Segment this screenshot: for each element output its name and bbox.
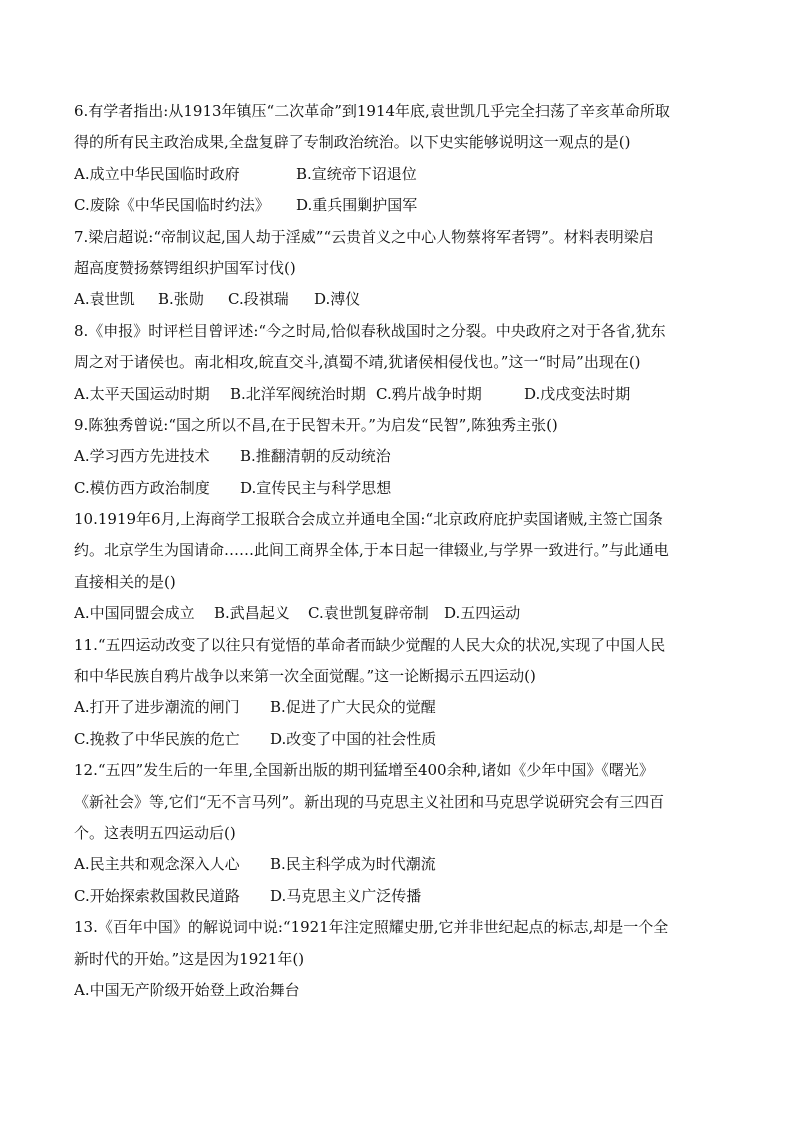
question-stem-line: 超高度赞扬蔡锷组织护国军讨伐(): [74, 258, 296, 277]
question-6: [74, 96, 724, 222]
option-row: [74, 975, 724, 1006]
question-7: [74, 222, 724, 316]
option-b: B.北洋军阀统治时期: [230, 384, 366, 403]
question-11: [74, 630, 724, 756]
option-d: D.马克思主义广泛传播: [270, 886, 422, 905]
question-10: [74, 504, 724, 630]
option-row: [74, 190, 724, 221]
exam-page: [74, 96, 724, 1006]
question-9: [74, 410, 724, 504]
question-12: [74, 755, 724, 912]
option-row: [74, 692, 724, 723]
question-stem-line: 周之对于诸侯也。南北相攻,皖直交斗,滇蜀不靖,犹诸侯相侵伐也。”这一“时局”出现在(): [74, 353, 641, 372]
question-stem-line: 新时代的开始。”这是因为1921年(): [74, 949, 305, 968]
option-c: C.鸦片战争时期: [376, 384, 482, 403]
option-d: D.溥仪: [314, 290, 361, 309]
option-c: C.模仿西方政治制度: [74, 478, 210, 497]
option-c: C.废除《中华民国临时约法》: [74, 196, 270, 215]
question-stem-line: 9.陈独秀曾说:“国之所以不昌,在于民智未开。”为启发“民智”,陈独秀主张(): [74, 415, 558, 434]
question-stem-line: 《新社会》等,它们“无不言马列”。新出现的马克思主义社团和马克思学说研究会有三四百: [74, 792, 665, 811]
option-row: [74, 724, 724, 755]
option-d: D.宣传民主与科学思想: [240, 478, 392, 497]
question-stem-line: 12.“五四”发生后的一年里,全国新出版的期刊猛增至400余种,诸如《少年中国》《曙光》: [74, 761, 654, 780]
option-row: [74, 881, 724, 912]
question-stem-line: 7.梁启超说:“帝制议起,国人劫于淫威”“云贵首义之中心人物蔡将军者锷”。材料表明梁启: [74, 227, 654, 246]
option-d: D.重兵围剿护国军: [296, 196, 418, 215]
option-a: A.民主共和观念深入人心: [74, 855, 240, 874]
question-stem-line: 13.《百年中国》的解说词中说:“1921年注定照耀史册,它并非世纪起点的标志,却是一个全: [74, 918, 669, 937]
question-stem-line: 6.有学者指出:从1913年镇压“二次革命”到1914年底,袁世凯几乎完全扫荡了辛亥革命所取: [74, 102, 670, 120]
option-a: A.袁世凯: [74, 290, 135, 309]
option-row: [74, 598, 724, 629]
option-b: B.推翻清朝的反动统治: [240, 447, 391, 466]
option-a: A.成立中华民国临时政府: [74, 164, 240, 183]
option-b: B.张勋: [158, 290, 204, 309]
option-a: A.太平天国运动时期: [74, 384, 210, 403]
option-c: C.开始探索救国救民道路: [74, 886, 240, 905]
option-d: D.五四运动: [444, 604, 521, 623]
question-stem-line: 约。北京学生为国请命……此间工商界全体,于本日起一律辍业,与学界一致进行。”与此通电: [74, 541, 669, 560]
option-b: B.促进了广大民众的觉醒: [270, 698, 436, 717]
question-stem-line: 10.1919年6月,上海商学工报联合会成立并通电全国:“北京政府庇护卖国诸贼,主签亡国条: [74, 510, 663, 529]
question-stem-line: 个。这表明五四运动后(): [74, 823, 236, 842]
option-row: [74, 441, 724, 472]
option-a: A.学习西方先进技术: [74, 447, 210, 466]
option-row: [74, 284, 724, 315]
question-stem-line: 11.“五四运动改变了以往只有觉悟的革命者而缺少觉醒的人民大众的状况,实现了中国人民: [74, 635, 666, 654]
question-stem-line: 得的所有民主政治成果,全盘复辟了专制政治统治。以下史实能够说明这一观点的是(): [74, 133, 631, 152]
option-row: [74, 473, 724, 504]
option-row: [74, 159, 724, 190]
question-stem-line: 和中华民族自鸦片战争以来第一次全面觉醒。”这一论断揭示五四运动(): [74, 667, 536, 686]
option-row: [74, 379, 724, 410]
option-d: D.戊戌变法时期: [524, 384, 631, 403]
option-d: D.改变了中国的社会性质: [270, 729, 437, 748]
question-13: [74, 912, 724, 1006]
option-b: B.武昌起义: [214, 604, 290, 623]
option-a: A.中国无产阶级开始登上政治舞台: [74, 980, 300, 999]
question-8: [74, 316, 724, 410]
option-a: A.中国同盟会成立: [74, 604, 195, 623]
option-c: C.段祺瑞: [228, 290, 289, 309]
option-row: [74, 849, 724, 880]
option-b: B.民主科学成为时代潮流: [270, 855, 436, 874]
option-c: C.挽救了中华民族的危亡: [74, 729, 240, 748]
option-b: B.宣统帝下诏退位: [296, 164, 417, 183]
option-a: A.打开了进步潮流的闸门: [74, 698, 240, 717]
option-c: C.袁世凯复辟帝制: [308, 604, 429, 623]
question-stem-line: 直接相关的是(): [74, 572, 176, 591]
question-stem-line: 8.《申报》时评栏目曾评述:“今之时局,恰似春秋战国时之分裂。中央政府之对于各省,犹东: [74, 321, 666, 340]
